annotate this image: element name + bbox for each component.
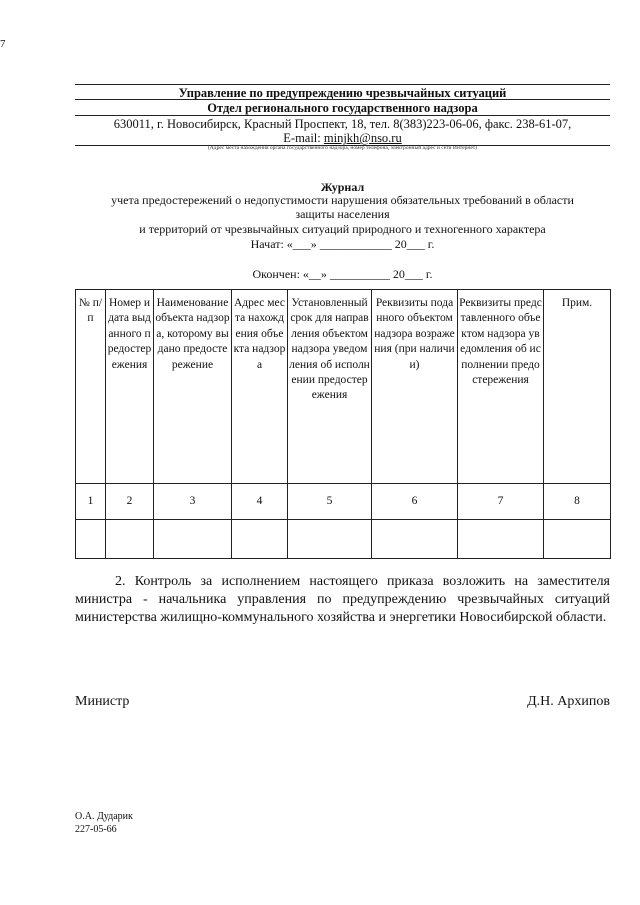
empty-cell [232, 520, 288, 559]
journal-started: Начат: «___» ____________ 20___ г. [250, 237, 435, 251]
signature-name: Д.Н. Архипов [527, 694, 610, 709]
page-number: 7 [0, 38, 6, 50]
header-email-line [75, 131, 610, 146]
header-address: 630011, г. Новосибирск, Красный Проспект, 18, тел. 8(383)223-06-06, факс. 238-61-07, [113, 117, 572, 131]
header-rule-1 [75, 99, 610, 100]
empty-cell [544, 520, 611, 559]
control-paragraph [75, 573, 610, 628]
column-number: 2 [106, 484, 154, 520]
column-header: Наименование объекта надзора, которому выдано предостережение [154, 290, 232, 484]
table-empty-row [76, 520, 611, 559]
empty-cell [106, 520, 154, 559]
journal-table [75, 289, 611, 559]
column-number: 7 [458, 484, 544, 520]
empty-cell [372, 520, 458, 559]
header-department: Отдел регионального государственного надзора [207, 101, 478, 115]
column-header: Прим. [544, 290, 611, 484]
table-number-row [76, 484, 611, 520]
header-note: (Адрес места нахождения органа государственного надзора, номер телефона, электронный адрес и сети Интернет) [207, 145, 478, 151]
email-label: E-mail: [283, 131, 324, 145]
column-header: № п/п [76, 290, 106, 484]
journal-subtitle-line-2: защиты населения [295, 207, 390, 221]
executor-name: О.А. Дударик [75, 811, 133, 822]
journal-subtitle-line-3: и территорий от чрезвычайных ситуаций природного и техногенного характера [139, 222, 546, 236]
column-header: Реквизиты поданного объектом надзора возражения (при наличии) [372, 290, 458, 484]
table-header-row [76, 290, 611, 484]
column-header: Реквизиты представленного объектом надзора уведомления об исполнении предостережения [458, 290, 544, 484]
email-link[interactable]: minjkh@nso.ru [323, 131, 402, 145]
header-organization: Управление по предупреждению чрезвычайных ситуаций [178, 86, 507, 100]
control-paragraph-text: 2. Контроль за исполнением настоящего приказа возложить на заместителя министра - начальника управления по предупреждению чрезвычайных ситуаций министерства жилищно-коммунального хозяйства и энергетики Новосибирской области. [75, 574, 610, 626]
column-number: 3 [154, 484, 232, 520]
column-header: Номер и дата выданного предостережения [106, 290, 154, 484]
column-header: Адрес места нахождения объекта надзора [232, 290, 288, 484]
column-number: 5 [288, 484, 372, 520]
signature-title: Министр [75, 694, 130, 709]
journal-ended: Окончен: «__» __________ 20___ г. [252, 267, 433, 281]
column-header: Установленный срок для направления объектом надзора уведомления об исполнении предостережения [288, 290, 372, 484]
executor-phone: 227-05-66 [75, 824, 117, 835]
empty-cell [458, 520, 544, 559]
empty-cell [154, 520, 232, 559]
column-number: 1 [76, 484, 106, 520]
journal-title: Журнал [320, 180, 365, 194]
header-rule-2 [75, 115, 610, 116]
column-number: 8 [544, 484, 611, 520]
header-rule-top [75, 84, 610, 85]
journal-subtitle-line-1: учета предостережений о недопустимости нарушения обязательных требований в области [111, 193, 574, 207]
empty-cell [288, 520, 372, 559]
empty-cell [76, 520, 106, 559]
column-number: 6 [372, 484, 458, 520]
column-number: 4 [232, 484, 288, 520]
